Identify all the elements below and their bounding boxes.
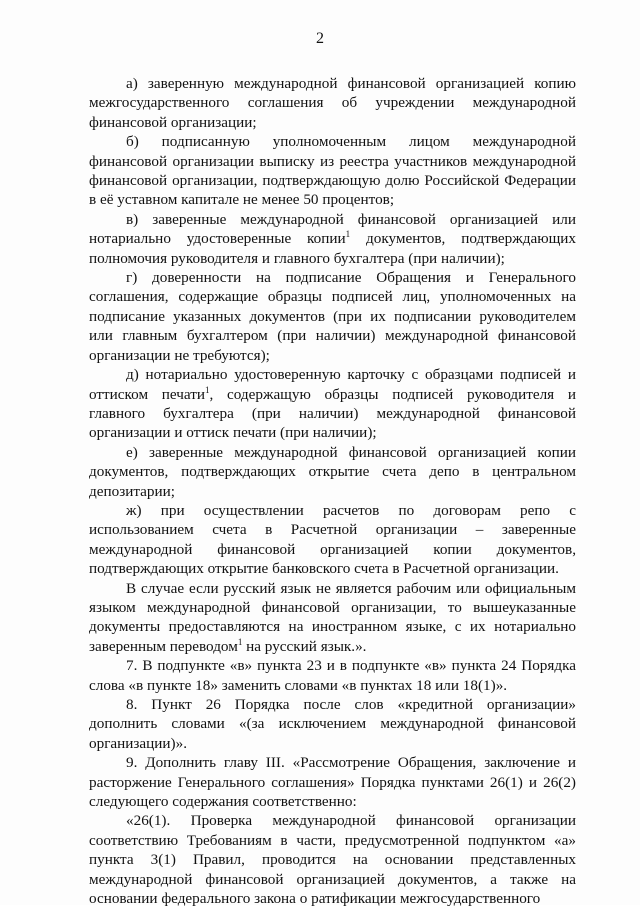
paragraph-text: документов, подтверждающих полномочия руководителя и главного бухгалтера (при наличии); [89, 230, 576, 267]
paragraph [89, 753, 576, 811]
paragraph [89, 210, 576, 268]
paragraph-text: , содержащую образцы подписей руководителя и главного бухгалтера (при наличии) международной финансовой организации и оттиск печати (при наличии); [89, 385, 576, 442]
footnote-marker: 1 [205, 384, 210, 395]
paragraph-text: б) подписанную уполномоченным лицом международной финансовой организации выписку из реестра участников международной финансовой организации, подтверждающую долю Российской Федерации в её уставном капитале не менее 50 процентов; [89, 133, 576, 209]
paragraph [89, 268, 576, 365]
paragraph [89, 365, 576, 443]
paragraph [89, 656, 576, 695]
paragraph [89, 443, 576, 501]
paragraph-text: ж) при осуществлении расчетов по договорам репо с использованием счета в Расчетной организации – заверенные международной финансовой организацией копии документов, подтверждающих открытие банковского счета в Расчетной организации. [89, 501, 576, 578]
paragraph [89, 74, 576, 132]
paragraph [89, 695, 576, 753]
paragraph-text: в) заверенные международной финансовой организацией или нотариально удостоверенные копии [89, 210, 576, 248]
paragraph-text: В случае если русский язык не является рабочим или официальным языком международной финансовой организации, то вышеуказанные документы предоставляются на иностранном языке, с их нотариально заверенным переводом [89, 579, 576, 655]
footnote-marker: 1 [237, 636, 243, 647]
paragraph-text: на русский язык.». [242, 637, 367, 655]
footnote-marker: 1 [345, 229, 351, 240]
paragraph-text: д) нотариально удостоверенную карточку с образцами подписей и оттиском печати [89, 366, 576, 403]
paragraph [89, 811, 576, 908]
paragraph-text: г) доверенности на подписание Обращения и Генерального соглашения, содержащие образцы подписей лиц, уполномоченных на подписание указанных документов (при их подписании руководителем или главным бухгалтером (при наличии) международной финансовой организации не требуются); [89, 269, 576, 364]
paragraph [89, 579, 576, 657]
paragraph-text: а) заверенную международной финансовой организацией копию межгосударственного соглашения об учреждении международной финансовой организации; [89, 75, 576, 131]
document-body [89, 74, 576, 908]
paragraph-text: 7. В подпункте «в» пункта 23 и в подпункте «в» пункта 24 Порядка слова «в пункте 18» заменить словами «в пунктах 18 или 18(1)». [89, 657, 576, 694]
paragraph-text: 9. Дополнить главу III. «Рассмотрение Обращения, заключение и расторжение Генерального соглашения» Порядка пунктами 26(1) и 26(2) следующего содержания соответственно: [89, 754, 576, 811]
paragraph-text: е) заверенные международной финансовой организацией копии документов, подтверждающих открытие счета депо в центральном депозитарии; [89, 443, 576, 500]
paragraph [89, 501, 576, 579]
paragraph-text: «26(1). Проверка международной финансовой организации соответствию Требованиям в части, предусмотренной подпунктом «а» пункта 3(1) Правил, проводится на основании представленных международной финансовой организацией документов, а также на основании федерального закона о ратификации межгосударственного [89, 812, 576, 908]
page-number: 2 [316, 30, 324, 47]
paragraph [89, 132, 576, 210]
paragraph-text: 8. Пункт 26 Порядка после слов «кредитной организации» дополнить словами «(за исключением международной финансовой организации)». [89, 696, 576, 752]
